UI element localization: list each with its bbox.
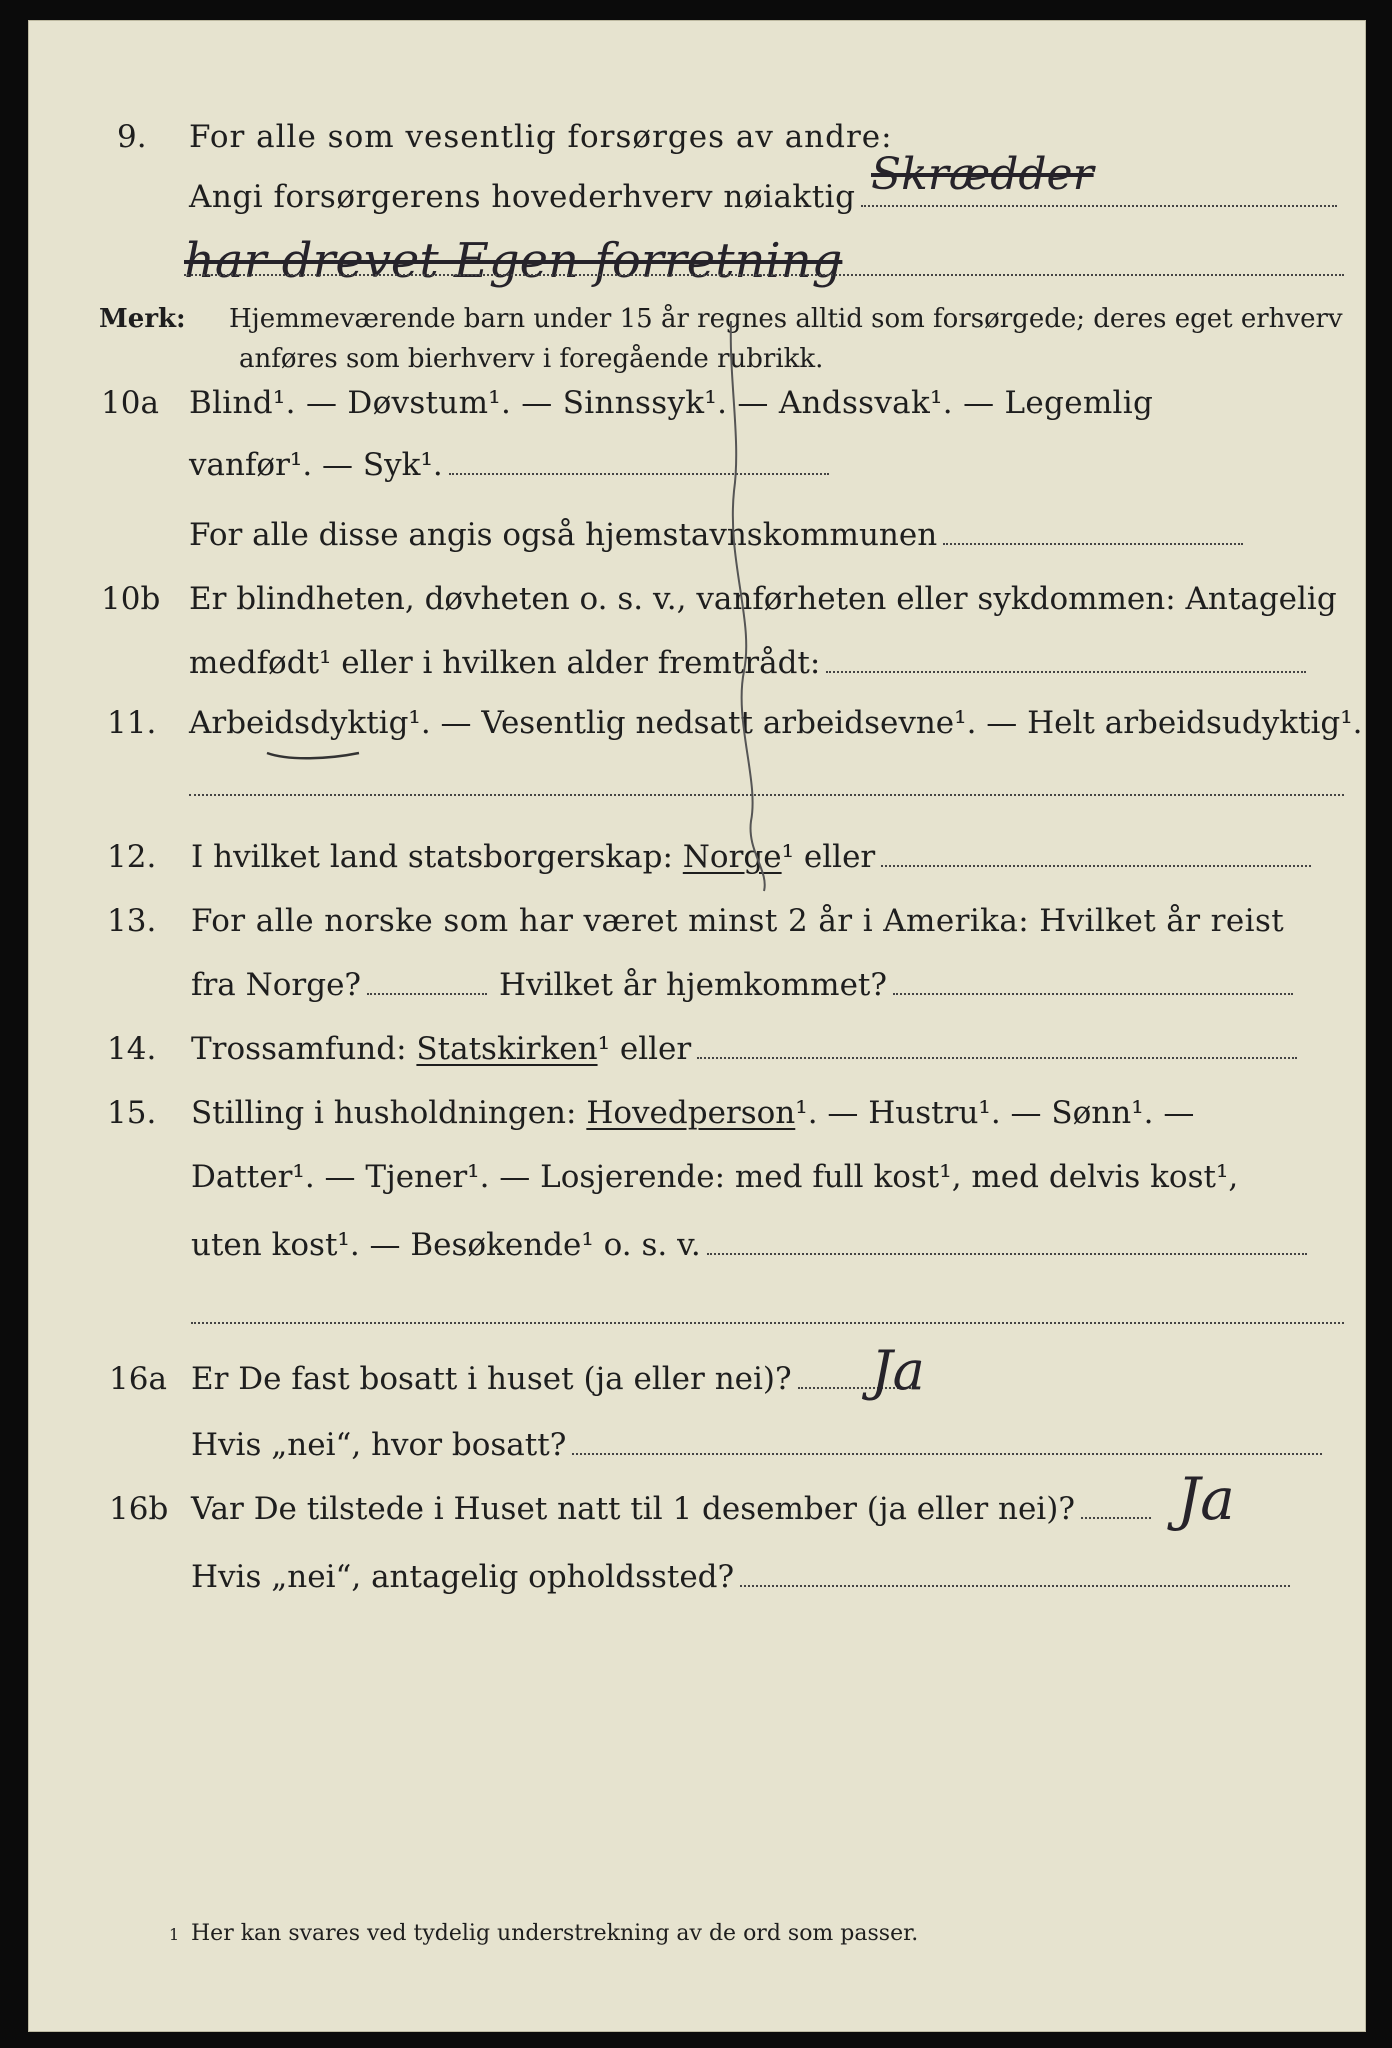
- q12-number: 12.: [107, 839, 157, 875]
- merk-label: Merk:: [99, 304, 186, 334]
- q16a-line1-text: Er De fast bosatt i huset (ja eller nei)?: [191, 1361, 792, 1397]
- q14-number: 14.: [107, 1031, 157, 1067]
- q13-line1: For alle norske som har været minst 2 år i Amerika: Hvilket år reist: [191, 903, 1285, 939]
- q14-suffix: ¹ eller: [597, 1031, 692, 1067]
- footnote-mark: 1: [169, 1925, 180, 1944]
- q11-arbeidsdyktig: Arbeidsdyktig: [189, 705, 409, 741]
- q15-number: 15.: [107, 1095, 157, 1131]
- q9-number: 9.: [117, 119, 147, 155]
- q10a-answer-line: [449, 472, 829, 475]
- merk-line2: anføres som bierhverv i foregående rubrikk.: [239, 344, 824, 374]
- q10b-line1: Er blindheten, døvheten o. s. v., vanførheten eller sykdommen: Antagelig: [189, 581, 1337, 617]
- q15-line2: Datter¹. — Tjener¹. — Losjerende: med full kost¹, med delvis kost¹,: [191, 1159, 1239, 1195]
- q10a-line1: Blind¹. — Døvstum¹. — Sinnssyk¹. — Andssvak¹. — Legemlig: [189, 385, 1154, 421]
- q14-line: [191, 1029, 1297, 1069]
- q15-suffix: ¹. — Hustru¹. — Sønn¹. —: [795, 1095, 1195, 1131]
- q16b-number: 16b: [109, 1491, 169, 1527]
- q10a-line2: [189, 445, 829, 485]
- q10b-answer-line: [826, 670, 1306, 673]
- merk-line1: Hjemmeværende barn under 15 år regnes alltid som forsørgede; deres eget erhverv: [229, 304, 1343, 334]
- q15-answer-line: [707, 1252, 1307, 1255]
- q12-answer-line: [881, 864, 1311, 867]
- q16b-line2: [191, 1557, 1290, 1597]
- q9-line2-text: Angi forsørgerens hovederhverv nøiaktig: [189, 179, 856, 215]
- q16b-line1: [191, 1489, 1151, 1529]
- q9-handwritten-answer2: har drevet Egen forretning: [184, 233, 843, 289]
- footnote-text: Her kan svares ved tydelig understrekning av de ord som passer.: [191, 1921, 919, 1946]
- q12-norge-underlined: Norge: [682, 839, 782, 875]
- q10b-line2: [189, 643, 1306, 683]
- q16b-line2-text: Hvis „nei“, antagelig opholdssted?: [191, 1559, 735, 1595]
- q16a-line1: [191, 1359, 918, 1399]
- q9-handwritten-answer1: Skrædder: [871, 149, 1094, 200]
- q9-line2: [189, 177, 1337, 217]
- q16b-answer-line: [1081, 1516, 1151, 1519]
- q16a-line2-text: Hvis „nei“, hvor bosatt?: [191, 1427, 567, 1463]
- q10a-line3: [189, 515, 1243, 555]
- q11-answer-line: [189, 793, 1344, 796]
- q15-line3: [191, 1225, 1307, 1265]
- q15-answer-line2: [191, 1321, 1344, 1324]
- q10a-line2-text: vanfør¹. — Syk¹.: [189, 447, 443, 483]
- q14-answer-line: [697, 1056, 1297, 1059]
- census-form-page: [28, 20, 1366, 2032]
- q9-answer-line: [861, 204, 1337, 207]
- q15-prefix: Stilling i husholdningen:: [191, 1095, 577, 1131]
- q16b-opholdssted-line: [740, 1584, 1290, 1587]
- q16b-handwritten-answer: Ja: [1177, 1465, 1235, 1533]
- q10b-line2-text: medfødt¹ eller i hvilken alder fremtrådt:: [189, 645, 821, 681]
- q12-line: [191, 837, 1311, 877]
- q13-line2b: Hvilket år hjemkommet?: [499, 967, 888, 1003]
- q10a-number: 10a: [101, 385, 159, 421]
- q15-line1: [191, 1093, 1194, 1133]
- q14-statskirken-underlined: Statskirken: [416, 1031, 598, 1067]
- q16a-line2: [191, 1425, 1322, 1465]
- q15-line3-text: uten kost¹. — Besøkende¹ o. s. v.: [191, 1227, 701, 1263]
- q10b-number: 10b: [101, 581, 161, 617]
- q13-line2: [191, 965, 1293, 1005]
- q10a-line3-text: For alle disse angis også hjemstavnskommunen: [189, 517, 938, 553]
- q11-rest: ¹. — Vesentlig nedsatt arbeidsevne¹. — Helt arbeidsudyktig¹.: [408, 705, 1363, 741]
- q16a-number: 16a: [109, 1361, 167, 1397]
- q13-reist-line: [367, 992, 487, 995]
- q13-line2a: fra Norge?: [191, 967, 362, 1003]
- q16a-handwritten-answer: Ja: [871, 1339, 925, 1402]
- q9-answer-line2: [184, 273, 1344, 276]
- q10a-home-line: [943, 542, 1243, 545]
- q13-number: 13.: [107, 903, 157, 939]
- q16a-bosatt-line: [572, 1452, 1322, 1455]
- q14-prefix: Trossamfund:: [191, 1031, 407, 1067]
- q16b-line1-text: Var De tilstede i Huset natt til 1 desember (ja eller nei)?: [191, 1491, 1075, 1527]
- q15-hovedperson-underlined: Hovedperson: [586, 1095, 796, 1131]
- q9-line1: For alle som vesentlig forsørges av andre:: [189, 119, 893, 155]
- q13-hjemkommet-line: [893, 992, 1293, 995]
- q11-number: 11.: [107, 705, 157, 741]
- q12-prefix: I hvilket land statsborgerskap:: [191, 839, 673, 875]
- q11-line: [189, 703, 1363, 743]
- arbeidsdyktig-underline: [267, 753, 359, 758]
- q12-suffix: ¹ eller: [781, 839, 876, 875]
